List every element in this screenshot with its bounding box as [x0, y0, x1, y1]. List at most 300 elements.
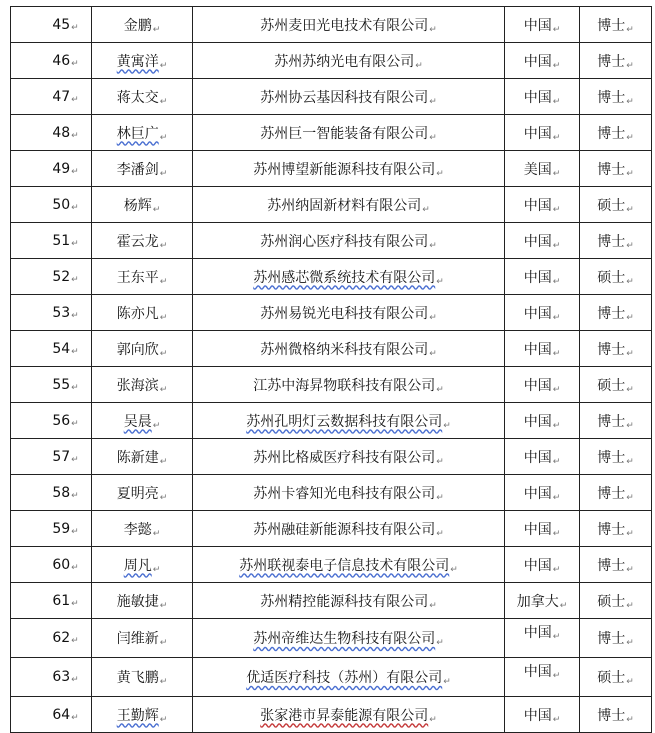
cell-degree [580, 658, 652, 697]
cell-degree [580, 259, 652, 295]
paragraph-mark-icon: ↵ [626, 600, 634, 611]
table-row [11, 79, 652, 115]
cell-name [92, 187, 193, 223]
paragraph-mark-icon: ↵ [71, 636, 79, 646]
paragraph-mark-icon: ↵ [152, 420, 161, 431]
cell-name [92, 115, 193, 151]
cell-country-text: 中国 [523, 557, 552, 574]
cell-company-text: 苏州融硅新能源科技有限公司 [253, 521, 436, 538]
cell-country-text: 中国 [523, 413, 552, 430]
cell-number [11, 658, 92, 697]
talent-table [10, 6, 652, 733]
cell-name [92, 7, 193, 43]
cell-degree-text: 博士 [597, 449, 626, 466]
cell-number [11, 187, 92, 223]
table-row [11, 43, 652, 79]
paragraph-mark-icon: ↵ [626, 60, 634, 71]
table-row [11, 151, 652, 187]
paragraph-mark-icon: ↵ [626, 168, 634, 179]
table-row [11, 439, 652, 475]
cell-degree-text: 博士 [597, 53, 626, 70]
cell-country-text: 中国 [523, 89, 552, 106]
cell-name [92, 511, 193, 547]
cell-company [193, 475, 505, 511]
cell-company [193, 331, 505, 367]
paragraph-mark-icon: ↵ [159, 312, 168, 323]
cell-name [92, 367, 193, 403]
cell-country-text: 中国 [523, 341, 552, 358]
table-row [11, 583, 652, 619]
paragraph-mark-icon: ↵ [159, 132, 168, 143]
paragraph-mark-icon: ↵ [152, 204, 161, 215]
cell-country [505, 331, 580, 367]
paragraph-mark-icon: ↵ [626, 348, 634, 359]
cell-number-text: 61 [52, 592, 71, 609]
table-row [11, 223, 652, 259]
cell-name [92, 658, 193, 697]
cell-number-text: 52 [52, 268, 71, 285]
cell-company [193, 403, 505, 439]
cell-company-text: 张家港市昇泰能源有限公司 [260, 707, 429, 724]
cell-degree [580, 403, 652, 439]
cell-company [193, 151, 505, 187]
cell-number [11, 583, 92, 619]
paragraph-mark-icon: ↵ [71, 202, 79, 213]
paragraph-mark-icon: ↵ [159, 600, 168, 611]
cell-company-text: 苏州苏纳光电有限公司 [274, 53, 415, 70]
cell-company-text: 苏州巨一智能装备有限公司 [260, 125, 429, 142]
cell-name [92, 331, 193, 367]
paragraph-mark-icon: ↵ [552, 420, 561, 431]
cell-country [505, 223, 580, 259]
paragraph-mark-icon: ↵ [71, 346, 79, 357]
cell-number-text: 50 [52, 196, 71, 213]
cell-number [11, 367, 92, 403]
cell-country-text: 加拿大 [516, 593, 559, 610]
cell-company-text: 苏州博望新能源科技有限公司 [253, 161, 436, 178]
cell-degree-text: 博士 [597, 557, 626, 574]
cell-company [193, 223, 505, 259]
paragraph-mark-icon: ↵ [71, 712, 79, 723]
paragraph-mark-icon: ↵ [552, 564, 561, 575]
cell-name [92, 259, 193, 295]
cell-country [505, 115, 580, 151]
paragraph-mark-icon: ↵ [429, 96, 437, 107]
cell-country [505, 547, 580, 583]
paragraph-mark-icon: ↵ [436, 638, 444, 648]
cell-company [193, 511, 505, 547]
paragraph-mark-icon: ↵ [436, 528, 444, 539]
cell-degree [580, 547, 652, 583]
cell-country-text: 中国 [523, 269, 552, 286]
cell-company [193, 115, 505, 151]
cell-company [193, 43, 505, 79]
cell-number [11, 79, 92, 115]
cell-degree [580, 439, 652, 475]
cell-name-text: 周凡 [123, 557, 152, 574]
paragraph-mark-icon: ↵ [552, 240, 561, 251]
cell-name [92, 43, 193, 79]
paragraph-mark-icon: ↵ [159, 638, 168, 648]
cell-number [11, 403, 92, 439]
cell-name-text: 陈新建 [116, 449, 159, 466]
cell-number [11, 43, 92, 79]
cell-number [11, 619, 92, 658]
cell-degree [580, 151, 652, 187]
cell-country [505, 583, 580, 619]
cell-name [92, 439, 193, 475]
cell-company [193, 583, 505, 619]
cell-degree-text: 硕士 [597, 269, 626, 286]
cell-number-text: 60 [52, 556, 71, 573]
cell-country-text: 美国 [523, 161, 552, 178]
paragraph-mark-icon: ↵ [436, 276, 444, 287]
paragraph-mark-icon: ↵ [559, 600, 568, 611]
cell-country [505, 43, 580, 79]
cell-degree-text: 硕士 [597, 377, 626, 394]
cell-company [193, 439, 505, 475]
paragraph-mark-icon: ↵ [159, 96, 168, 107]
table-row [11, 367, 652, 403]
cell-number-text: 46 [52, 52, 71, 69]
paragraph-mark-icon: ↵ [626, 276, 634, 287]
cell-degree [580, 43, 652, 79]
paragraph-mark-icon: ↵ [422, 204, 430, 215]
cell-country-text: 中国 [523, 664, 552, 680]
paragraph-mark-icon: ↵ [152, 528, 161, 539]
paragraph-mark-icon: ↵ [552, 60, 561, 71]
paragraph-mark-icon: ↵ [71, 490, 79, 501]
paragraph-mark-icon: ↵ [626, 714, 634, 725]
paragraph-mark-icon: ↵ [626, 384, 634, 395]
cell-country-text: 中国 [523, 377, 552, 394]
cell-number [11, 511, 92, 547]
paragraph-mark-icon: ↵ [552, 528, 561, 539]
table-body [11, 7, 652, 733]
cell-degree-text: 硕士 [597, 670, 626, 686]
paragraph-mark-icon: ↵ [159, 384, 168, 395]
cell-country [505, 79, 580, 115]
table-row [11, 547, 652, 583]
cell-company-text: 江苏中海昇物联科技有限公司 [253, 377, 436, 394]
cell-company [193, 658, 505, 697]
cell-name-text: 王勤辉 [116, 707, 159, 724]
paragraph-mark-icon: ↵ [429, 132, 437, 143]
paragraph-mark-icon: ↵ [552, 671, 561, 681]
cell-country-text: 中国 [523, 53, 552, 70]
paragraph-mark-icon: ↵ [429, 714, 437, 725]
cell-number-text: 64 [52, 706, 71, 723]
cell-number [11, 151, 92, 187]
cell-degree-text: 博士 [597, 631, 626, 647]
cell-number-text: 55 [52, 376, 71, 393]
cell-name [92, 475, 193, 511]
paragraph-mark-icon: ↵ [443, 677, 451, 687]
cell-name-text: 闫维新 [116, 631, 159, 647]
paragraph-mark-icon: ↵ [552, 204, 561, 215]
cell-degree-text: 博士 [597, 233, 626, 250]
cell-degree-text: 硕士 [597, 197, 626, 214]
cell-name-text: 郭向欣 [116, 341, 159, 358]
cell-degree [580, 187, 652, 223]
cell-company-text: 苏州孔明灯云数据科技有限公司 [246, 413, 443, 430]
cell-number-text: 58 [52, 484, 71, 501]
cell-number [11, 7, 92, 43]
paragraph-mark-icon: ↵ [436, 384, 444, 395]
cell-name-text: 夏明亮 [116, 485, 159, 502]
cell-degree [580, 367, 652, 403]
cell-company [193, 619, 505, 658]
paragraph-mark-icon: ↵ [626, 677, 634, 687]
cell-country-text: 中国 [523, 305, 552, 322]
paragraph-mark-icon: ↵ [429, 348, 437, 359]
cell-country [505, 367, 580, 403]
paragraph-mark-icon: ↵ [71, 526, 79, 537]
cell-name [92, 583, 193, 619]
cell-number [11, 439, 92, 475]
paragraph-mark-icon: ↵ [71, 454, 79, 465]
cell-name-text: 陈亦凡 [116, 305, 159, 322]
cell-degree-text: 博士 [597, 305, 626, 322]
cell-company-text: 苏州比格威医疗科技有限公司 [253, 449, 436, 466]
paragraph-mark-icon: ↵ [626, 492, 634, 503]
cell-number-text: 53 [52, 304, 71, 321]
cell-degree-text: 博士 [597, 17, 626, 34]
cell-number-text: 63 [52, 669, 71, 685]
cell-degree [580, 79, 652, 115]
cell-degree [580, 331, 652, 367]
paragraph-mark-icon: ↵ [415, 60, 423, 71]
cell-company [193, 7, 505, 43]
paragraph-mark-icon: ↵ [71, 238, 79, 249]
table-row [11, 295, 652, 331]
paragraph-mark-icon: ↵ [626, 132, 634, 143]
paragraph-mark-icon: ↵ [152, 564, 161, 575]
cell-degree-text: 博士 [597, 707, 626, 724]
cell-degree-text: 博士 [597, 341, 626, 358]
cell-name-text: 王东平 [116, 269, 159, 286]
paragraph-mark-icon: ↵ [450, 564, 458, 575]
cell-number [11, 295, 92, 331]
paragraph-mark-icon: ↵ [552, 276, 561, 287]
cell-company [193, 295, 505, 331]
cell-company-text: 苏州帝维达生物科技有限公司 [253, 631, 436, 647]
cell-country [505, 511, 580, 547]
cell-name-text: 蒋太交 [116, 89, 159, 106]
cell-degree-text: 博士 [597, 413, 626, 430]
cell-name [92, 547, 193, 583]
cell-degree-text: 博士 [597, 89, 626, 106]
paragraph-mark-icon: ↵ [159, 348, 168, 359]
cell-company-text: 苏州协云基因科技有限公司 [260, 89, 429, 106]
table-row [11, 259, 652, 295]
cell-degree [580, 475, 652, 511]
cell-company-text: 苏州精控能源科技有限公司 [260, 593, 429, 610]
cell-country-text: 中国 [523, 449, 552, 466]
paragraph-mark-icon: ↵ [159, 168, 168, 179]
cell-degree [580, 295, 652, 331]
paragraph-mark-icon: ↵ [71, 274, 79, 285]
cell-degree-text: 硕士 [597, 593, 626, 610]
paragraph-mark-icon: ↵ [552, 384, 561, 395]
cell-number [11, 115, 92, 151]
paragraph-mark-icon: ↵ [626, 638, 634, 648]
cell-degree [580, 115, 652, 151]
cell-country [505, 403, 580, 439]
paragraph-mark-icon: ↵ [436, 168, 444, 179]
cell-country [505, 439, 580, 475]
paragraph-mark-icon: ↵ [429, 240, 437, 251]
cell-degree [580, 511, 652, 547]
paragraph-mark-icon: ↵ [71, 130, 79, 141]
cell-degree [580, 7, 652, 43]
cell-name-text: 李懿 [123, 521, 152, 538]
cell-name [92, 295, 193, 331]
cell-name-text: 杨辉 [123, 197, 152, 214]
cell-name-text: 黄飞鹏 [116, 670, 159, 686]
cell-company-text: 优适医疗科技（苏州）有限公司 [246, 670, 443, 686]
cell-country-text: 中国 [523, 485, 552, 502]
cell-country [505, 151, 580, 187]
paragraph-mark-icon: ↵ [71, 22, 79, 33]
cell-degree [580, 223, 652, 259]
cell-country-text: 中国 [523, 521, 552, 538]
table-row [11, 115, 652, 151]
cell-country [505, 475, 580, 511]
paragraph-mark-icon: ↵ [552, 492, 561, 503]
paragraph-mark-icon: ↵ [443, 420, 451, 431]
cell-name [92, 79, 193, 115]
cell-name [92, 403, 193, 439]
table-row [11, 331, 652, 367]
paragraph-mark-icon: ↵ [626, 420, 634, 431]
paragraph-mark-icon: ↵ [552, 632, 561, 642]
paragraph-mark-icon: ↵ [626, 96, 634, 107]
paragraph-mark-icon: ↵ [159, 456, 168, 467]
table-row [11, 403, 652, 439]
paragraph-mark-icon: ↵ [159, 276, 168, 287]
paragraph-mark-icon: ↵ [436, 456, 444, 467]
paragraph-mark-icon: ↵ [626, 312, 634, 323]
paragraph-mark-icon: ↵ [71, 598, 79, 609]
cell-number-text: 51 [52, 232, 71, 249]
cell-name-text: 李潘剑 [116, 161, 159, 178]
cell-name [92, 151, 193, 187]
cell-company-text: 苏州感芯微系统技术有限公司 [253, 269, 436, 286]
cell-number [11, 547, 92, 583]
cell-number-text: 49 [52, 160, 71, 177]
paragraph-mark-icon: ↵ [626, 564, 634, 575]
paragraph-mark-icon: ↵ [626, 24, 634, 35]
paragraph-mark-icon: ↵ [71, 310, 79, 321]
paragraph-mark-icon: ↵ [71, 675, 79, 685]
cell-company-text: 苏州易锐光电科技有限公司 [260, 305, 429, 322]
paragraph-mark-icon: ↵ [159, 60, 168, 71]
paragraph-mark-icon: ↵ [159, 240, 168, 251]
cell-country-text: 中国 [523, 625, 552, 641]
cell-country-text: 中国 [523, 17, 552, 34]
cell-degree-text: 博士 [597, 521, 626, 538]
paragraph-mark-icon: ↵ [552, 312, 561, 323]
paragraph-mark-icon: ↵ [626, 456, 634, 467]
paragraph-mark-icon: ↵ [552, 456, 561, 467]
paragraph-mark-icon: ↵ [71, 382, 79, 393]
cell-name-text: 金鹏 [123, 17, 152, 34]
cell-country-text: 中国 [523, 233, 552, 250]
paragraph-mark-icon: ↵ [71, 562, 79, 573]
cell-company-text: 苏州微格纳米科技有限公司 [260, 341, 429, 358]
cell-country-text: 中国 [523, 125, 552, 142]
cell-country [505, 187, 580, 223]
cell-name-text: 霍云龙 [116, 233, 159, 250]
cell-number [11, 331, 92, 367]
cell-degree [580, 583, 652, 619]
paragraph-mark-icon: ↵ [552, 24, 561, 35]
cell-name [92, 223, 193, 259]
table-row [11, 187, 652, 223]
cell-name-text: 林巨广 [116, 125, 159, 142]
cell-company [193, 79, 505, 115]
cell-name-text: 吴晨 [123, 413, 152, 430]
cell-company [193, 259, 505, 295]
cell-number [11, 223, 92, 259]
cell-company [193, 367, 505, 403]
table-row [11, 475, 652, 511]
cell-number-text: 48 [52, 124, 71, 141]
cell-number-text: 54 [52, 340, 71, 357]
cell-company-text: 苏州纳固新材料有限公司 [267, 197, 422, 214]
cell-number-text: 57 [52, 448, 71, 465]
table-row [11, 7, 652, 43]
cell-degree [580, 619, 652, 658]
paragraph-mark-icon: ↵ [429, 600, 437, 611]
paragraph-mark-icon: ↵ [552, 132, 561, 143]
paragraph-mark-icon: ↵ [71, 166, 79, 177]
cell-number-text: 45 [52, 16, 71, 33]
paragraph-mark-icon: ↵ [429, 312, 437, 323]
cell-country-text: 中国 [523, 197, 552, 214]
paragraph-mark-icon: ↵ [159, 714, 168, 725]
cell-degree-text: 博士 [597, 485, 626, 502]
paragraph-mark-icon: ↵ [71, 94, 79, 105]
cell-company [193, 547, 505, 583]
cell-country [505, 259, 580, 295]
cell-company-text: 苏州润心医疗科技有限公司 [260, 233, 429, 250]
cell-degree-text: 博士 [597, 161, 626, 178]
cell-country [505, 658, 580, 697]
cell-number [11, 475, 92, 511]
cell-degree-text: 博士 [597, 125, 626, 142]
cell-country [505, 619, 580, 658]
paragraph-mark-icon: ↵ [552, 714, 561, 725]
paragraph-mark-icon: ↵ [152, 24, 161, 35]
paragraph-mark-icon: ↵ [429, 24, 437, 35]
cell-number-text: 62 [52, 630, 71, 646]
cell-number [11, 259, 92, 295]
cell-number-text: 59 [52, 520, 71, 537]
cell-company [193, 187, 505, 223]
paragraph-mark-icon: ↵ [552, 96, 561, 107]
paragraph-mark-icon: ↵ [552, 348, 561, 359]
cell-name-text: 黄寓洋 [116, 53, 159, 70]
paragraph-mark-icon: ↵ [71, 58, 79, 69]
cell-name [92, 619, 193, 658]
cell-company-text: 苏州联视泰电子信息技术有限公司 [239, 557, 450, 574]
paragraph-mark-icon: ↵ [626, 204, 634, 215]
cell-number-text: 47 [52, 88, 71, 105]
cell-company-text: 苏州麦田光电技术有限公司 [260, 17, 429, 34]
cell-number-text: 56 [52, 412, 71, 429]
